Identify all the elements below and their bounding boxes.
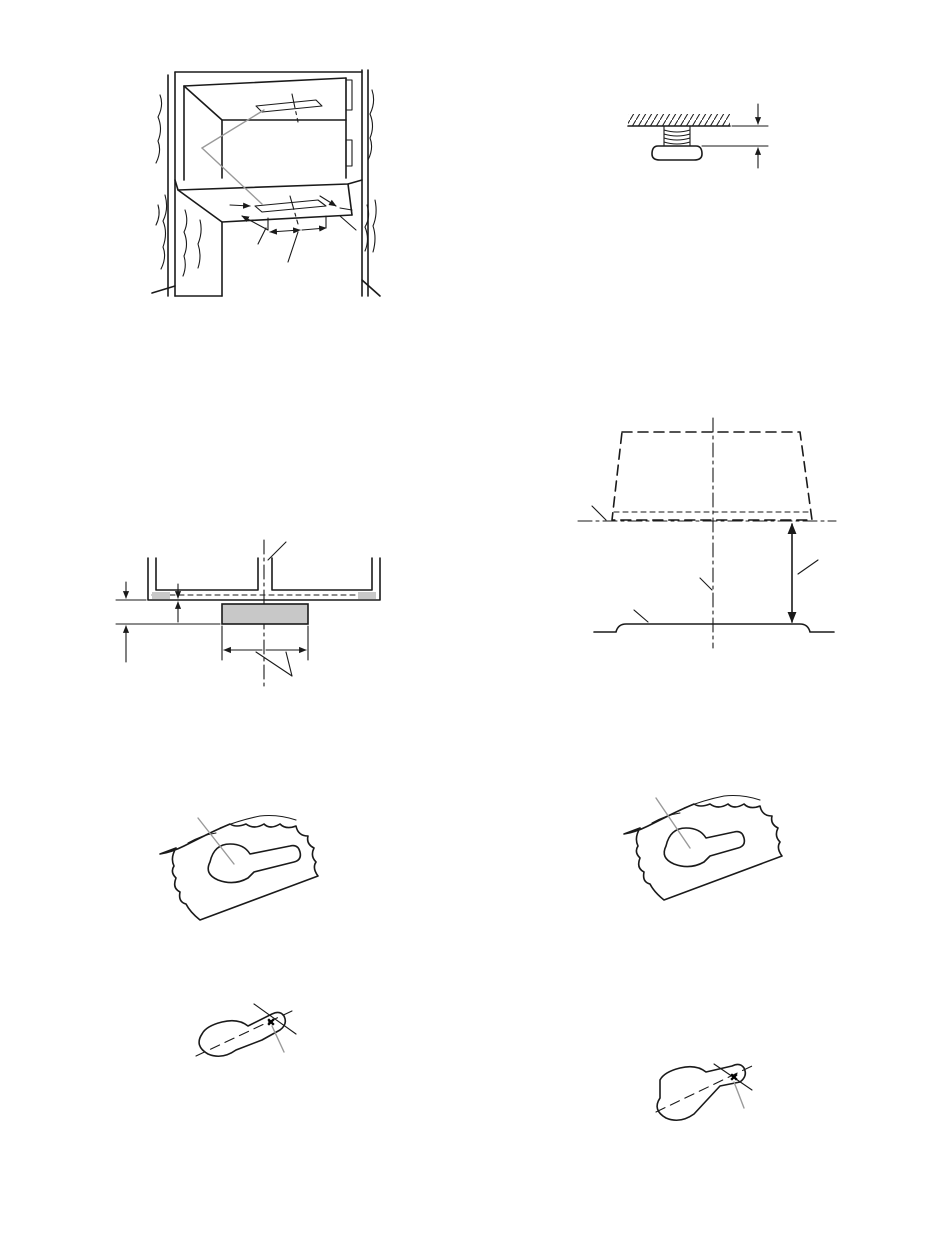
leader-line (272, 1026, 284, 1052)
lower-cutout (255, 200, 326, 212)
leader-line (202, 110, 264, 148)
hood-outline (612, 432, 812, 520)
screw-head (652, 146, 702, 160)
mounting-screw-gap (628, 104, 768, 168)
upper-cutout (256, 100, 322, 112)
screw-mark-icon: ✖ (266, 1016, 276, 1029)
screw-thread (664, 126, 690, 146)
cooktop (594, 624, 834, 632)
panel-fragment (624, 804, 782, 900)
cabinet-cutout-perspective (152, 70, 380, 296)
keyhole-slot (664, 828, 744, 867)
slot-axis (196, 1010, 294, 1056)
keyhole-slot-left (160, 816, 318, 921)
wall-texture (156, 90, 376, 276)
screw-mark-icon: ✖ (729, 1071, 739, 1084)
leader-line (656, 798, 690, 848)
leader-line (734, 1082, 744, 1108)
cabinet-underside-section (116, 540, 380, 686)
hood-section (222, 604, 308, 624)
hood-above-cooktop-clearance (578, 418, 836, 648)
keyhole-screw-right (656, 1064, 752, 1120)
panel-fragment (160, 824, 318, 920)
shelf (175, 180, 362, 190)
keyhole-screw-left (196, 1004, 296, 1056)
keyhole-slot-right (624, 796, 782, 901)
